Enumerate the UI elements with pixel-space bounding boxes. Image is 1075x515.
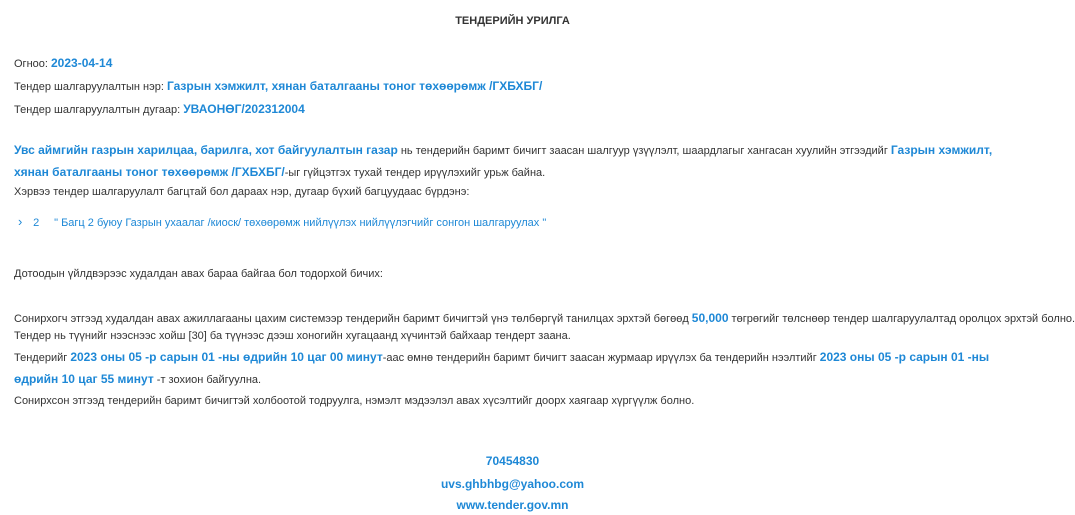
intro-paragraph	[14, 140, 1016, 184]
organization-name: Увс аймгийн газрын харилцаа, барилга, хот байгуулалтын газар	[14, 143, 398, 157]
submission-deadline: 2023 оны 05 -р сарын 01 -ны өдрийн 10 цаг 00 минут	[70, 350, 383, 364]
contact-email[interactable]: uvs.ghbhbg@yahoo.com	[440, 477, 585, 491]
tender-name-value: Газрын хэмжилт, хянан баталгааны тоног төхөөрөмж /ГХБХБГ/	[166, 79, 543, 93]
date-row	[14, 54, 112, 73]
intro-item-name: Газрын хэмжилт, хянан баталгааны тоног төхөөрөмж /ГХБХБГ/	[14, 143, 993, 179]
fee-row	[14, 309, 1075, 328]
contact-website[interactable]: www.tender.gov.mn	[456, 498, 569, 512]
contact-phone: 70454830	[485, 454, 540, 468]
fee-amount: 50,000	[691, 311, 729, 325]
lots-intro: Хэрвээ тендер шалгаруулалт багцтай бол дараах нэр, дугаар бүхий багцуудаас бүрдэнэ:	[14, 186, 470, 198]
lot-number: 2	[33, 217, 40, 229]
fee-text-1: Сонирхогч этгээд худалдан авах ажиллагааны цахим системээр тендерийн баримт бичигтэй үнэ төлбөргүй танилцах эрхтэй бөгөөд	[14, 313, 692, 325]
deadline-text-1: Тендерийг	[14, 352, 71, 364]
contact-note: Сонирхсон этгээд тендерийн баримт бичигтэй холбоотой тодруулга, нэмэлт мэдээлэл авах хүсэлтийг доорх хаягаар хүргүүлж болно.	[14, 395, 695, 407]
validity-note: Тендер нь түүнийг нээснээс хойш [30] ба түүнээс дээш хоногийн хугацаанд хүчинтэй байхаар тендерт заана.	[14, 330, 571, 342]
tender-name-label: Тендер шалгаруулалтын нэр:	[14, 81, 164, 93]
tender-number-value: УВАОНӨГ/202312004	[183, 102, 305, 116]
opening-time: 2023 оны 05 -р сарын 01 -ны өдрийн 10 цаг 55 минут	[14, 350, 990, 386]
tender-name-row	[14, 77, 542, 96]
deadline-paragraph	[14, 347, 1016, 391]
deadline-text-3: -т зохион байгуулна.	[153, 374, 262, 386]
date-value: 2023-04-14	[51, 56, 113, 70]
fee-text-2: төгрөгийг төлснөөр тендер шалгаруулалтад оролцох эрхтэй болно.	[728, 313, 1075, 325]
lot-item[interactable]	[18, 214, 546, 229]
date-label: Огноо:	[14, 58, 48, 70]
tender-number-row	[14, 100, 305, 119]
intro-text-1: нь тендерийн баримт бичигт заасан шалгуур үзүүлэлт, шаардлагыг хангасан хуулийн этгээдийг	[397, 145, 891, 157]
page-title: ТЕНДЕРИЙН УРИЛГА	[455, 15, 570, 27]
domestic-note: Дотоодын үйлдвэрээс худалдан авах бараа байгаа бол тодорхой бичих:	[14, 268, 383, 280]
lot-name: " Багц 2 буюу Газрын ухаалаг /киоск/ төхөөрөмж нийлүүлэх нийлүүлэгчийг сонгон шалгаруулах "	[54, 217, 547, 229]
tender-number-label: Тендер шалгаруулалтын дугаар:	[14, 104, 181, 116]
deadline-text-2: -аас өмнө тендерийн баримт бичигт заасан журмаар ирүүлэх ба тендерийн нээлтийг	[382, 352, 820, 364]
chevron-right-icon: ›	[18, 214, 23, 229]
intro-text-2: -ыг гүйцэтгэх тухай тендер ирүүлэхийг урьж байна.	[284, 167, 546, 179]
